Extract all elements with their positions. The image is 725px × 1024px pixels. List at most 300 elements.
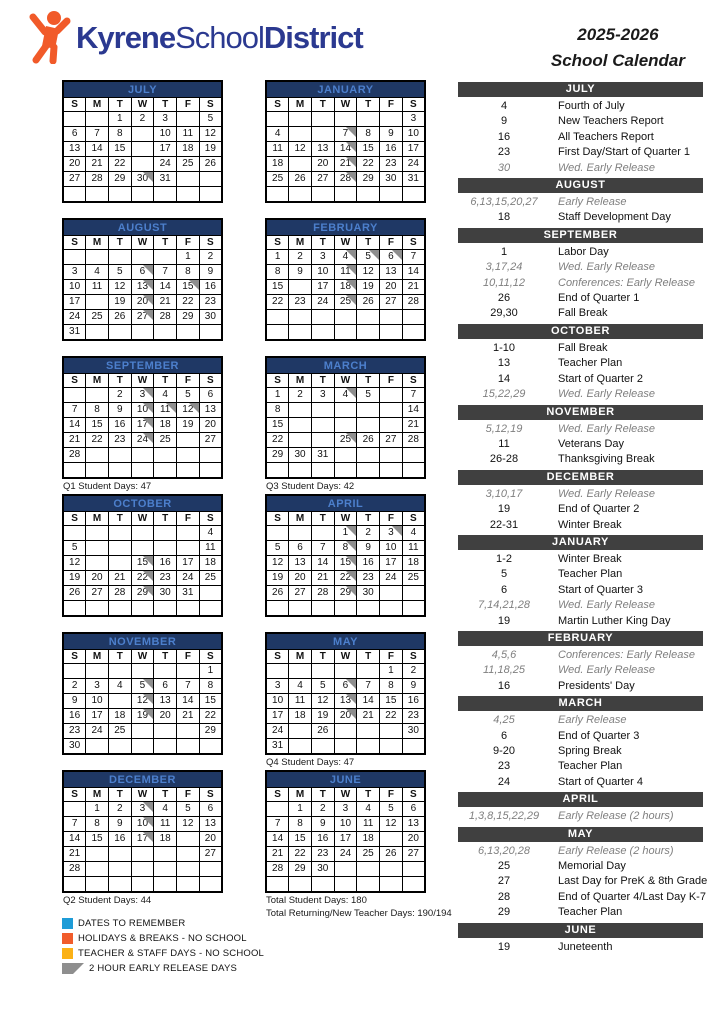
day-cell xyxy=(266,526,289,541)
day-cell: 17 xyxy=(334,832,357,847)
day-cell xyxy=(289,601,312,617)
early-release-triangle-icon xyxy=(143,310,153,320)
event-date: 29,30 xyxy=(490,307,518,320)
day-cell: 26 xyxy=(357,433,380,448)
day-cell: 26 xyxy=(380,847,403,862)
month-table xyxy=(265,632,426,755)
event-row xyxy=(458,195,703,210)
weekday-header: T xyxy=(154,98,177,112)
day-cell: 20 xyxy=(131,295,154,310)
events-month-header: JUNE xyxy=(458,923,703,938)
event-date: 4,25 xyxy=(493,714,515,727)
day-cell: 10 xyxy=(63,280,86,295)
day-cell: 2 xyxy=(311,802,334,817)
day-cell: 26 xyxy=(63,586,86,601)
logo-word-school: School xyxy=(175,19,264,55)
event-description: Memorial Day xyxy=(558,860,626,873)
day-cell: 10 xyxy=(311,403,334,418)
day-cell: 16 xyxy=(154,556,177,571)
day-cell: 22 xyxy=(86,847,109,862)
early-release-triangle-icon xyxy=(143,280,153,290)
day-cell: 29 xyxy=(357,172,380,187)
day-cell: 9 xyxy=(199,265,222,280)
month-table xyxy=(265,356,426,479)
event-date: 27 xyxy=(497,875,511,888)
day-cell: 10 xyxy=(131,403,154,418)
day-cell: 25 xyxy=(108,724,131,739)
day-cell: 19 xyxy=(357,418,380,433)
weekday-header: F xyxy=(177,98,200,112)
day-cell: 21 xyxy=(177,709,200,724)
day-cell: 21 xyxy=(334,157,357,172)
day-cell: 12 xyxy=(108,280,131,295)
event-description: End of Quarter 4/Last Day K-7 xyxy=(558,890,706,903)
events-month-header: NOVEMBER xyxy=(458,405,703,420)
day-cell: 24 xyxy=(311,433,334,448)
event-row xyxy=(458,744,703,759)
day-cell: 18 xyxy=(402,556,425,571)
day-cell xyxy=(177,187,200,203)
day-cell: 10 xyxy=(131,817,154,832)
early-release-triangle-icon xyxy=(143,433,153,443)
day-cell: 1 xyxy=(177,250,200,265)
day-cell xyxy=(266,877,289,893)
day-cell xyxy=(334,877,357,893)
day-cell: 31 xyxy=(311,448,334,463)
event-date: 19 xyxy=(497,503,511,516)
event-description: Teacher Plan xyxy=(558,357,623,370)
day-cell: 10 xyxy=(154,127,177,142)
day-cell: 14 xyxy=(177,694,200,709)
month-note: Q3 Student Days: 42 xyxy=(266,481,355,492)
weekday-header: S xyxy=(199,650,222,664)
day-cell: 21 xyxy=(266,847,289,862)
day-cell: 6 xyxy=(334,679,357,694)
day-cell xyxy=(380,862,403,877)
month-title: JUNE xyxy=(266,771,425,788)
event-description: Start of Quarter 3 xyxy=(558,583,643,596)
event-description: Start of Quarter 4 xyxy=(558,775,643,788)
event-date: 7,14,21,28 xyxy=(478,599,530,612)
event-description: Start of Quarter 2 xyxy=(558,372,643,385)
event-row xyxy=(458,356,703,371)
day-cell xyxy=(177,664,200,679)
month-title: MARCH xyxy=(266,357,425,374)
day-cell: 5 xyxy=(177,802,200,817)
day-cell: 17 xyxy=(154,142,177,157)
day-cell: 4 xyxy=(86,265,109,280)
weekday-header: S xyxy=(63,374,86,388)
day-cell xyxy=(63,187,86,203)
day-cell: 7 xyxy=(357,679,380,694)
day-cell xyxy=(334,448,357,463)
day-cell: 15 xyxy=(334,556,357,571)
weekday-header: T xyxy=(154,374,177,388)
day-cell: 15 xyxy=(108,142,131,157)
day-cell: 3 xyxy=(154,112,177,127)
event-date: 14 xyxy=(497,372,511,385)
day-cell xyxy=(289,187,312,203)
event-row xyxy=(458,487,703,502)
event-description: Wed. Early Release xyxy=(558,261,656,274)
day-cell xyxy=(86,325,109,341)
day-cell: 23 xyxy=(154,571,177,586)
event-date: 5,12,19 xyxy=(485,422,523,435)
event-description: First Day/Start of Quarter 1 xyxy=(558,146,691,159)
early-release-triangle-icon xyxy=(143,403,153,413)
day-cell: 8 xyxy=(357,127,380,142)
day-cell: 15 xyxy=(266,280,289,295)
event-date: 29 xyxy=(497,906,511,919)
weekday-header: S xyxy=(266,650,289,664)
day-cell: 13 xyxy=(380,265,403,280)
weekday-header: S xyxy=(199,374,222,388)
day-cell: 15 xyxy=(266,418,289,433)
day-cell: 15 xyxy=(177,280,200,295)
day-cell: 6 xyxy=(311,127,334,142)
logo-figure-icon xyxy=(26,10,72,64)
day-cell xyxy=(289,739,312,755)
day-cell: 9 xyxy=(108,403,131,418)
event-row xyxy=(458,518,703,533)
day-cell: 18 xyxy=(154,832,177,847)
day-cell: 11 xyxy=(266,142,289,157)
day-cell: 22 xyxy=(357,157,380,172)
day-cell: 24 xyxy=(402,157,425,172)
day-cell: 5 xyxy=(131,679,154,694)
weekday-header: F xyxy=(177,512,200,526)
left-column-wrap xyxy=(62,80,265,976)
day-cell xyxy=(289,325,312,341)
day-cell: 3 xyxy=(177,526,200,541)
day-cell: 22 xyxy=(108,157,131,172)
day-cell xyxy=(402,463,425,479)
event-description: Early Release (2 hours) xyxy=(558,810,674,823)
early-release-triangle-icon xyxy=(143,586,153,596)
day-cell xyxy=(266,325,289,341)
early-release-triangle-icon xyxy=(143,832,153,842)
events-month-header: MARCH xyxy=(458,696,703,711)
day-cell: 16 xyxy=(289,418,312,433)
day-cell: 18 xyxy=(177,142,200,157)
day-cell: 27 xyxy=(199,847,222,862)
day-cell: 13 xyxy=(131,280,154,295)
day-cell xyxy=(154,187,177,203)
month-note: Total Returning/New Teacher Days: 190/194 xyxy=(266,908,452,919)
day-cell xyxy=(380,739,403,755)
day-cell: 7 xyxy=(311,541,334,556)
day-cell xyxy=(402,877,425,893)
weekday-header: W xyxy=(334,512,357,526)
day-cell xyxy=(357,664,380,679)
month-october xyxy=(62,494,223,632)
weekday-header: T xyxy=(154,650,177,664)
weekday-header: M xyxy=(289,650,312,664)
event-description: Veterans Day xyxy=(558,437,625,450)
day-cell: 22 xyxy=(131,571,154,586)
event-date: 28 xyxy=(497,890,511,903)
event-row xyxy=(458,890,706,905)
day-cell: 2 xyxy=(380,112,403,127)
day-cell xyxy=(177,448,200,463)
day-cell: 29 xyxy=(108,172,131,187)
day-cell: 14 xyxy=(357,694,380,709)
day-cell: 28 xyxy=(86,172,109,187)
day-cell xyxy=(266,112,289,127)
day-cell: 3 xyxy=(334,802,357,817)
day-cell: 31 xyxy=(402,172,425,187)
day-cell xyxy=(380,463,403,479)
day-cell: 16 xyxy=(131,142,154,157)
day-cell: 5 xyxy=(311,679,334,694)
day-cell: 2 xyxy=(63,679,86,694)
day-cell xyxy=(63,802,86,817)
day-cell: 30 xyxy=(154,586,177,601)
day-cell: 24 xyxy=(334,847,357,862)
event-description: Early Release (2 hours) xyxy=(558,844,674,857)
day-cell: 29 xyxy=(289,862,312,877)
day-cell: 14 xyxy=(402,403,425,418)
day-cell: 9 xyxy=(402,679,425,694)
weekday-header: T xyxy=(311,98,334,112)
month-note: Q4 Student Days: 47 xyxy=(266,757,355,768)
day-cell: 30 xyxy=(108,862,131,877)
early-release-triangle-icon xyxy=(346,127,356,137)
day-cell: 9 xyxy=(289,403,312,418)
day-cell: 8 xyxy=(266,265,289,280)
event-row xyxy=(458,552,703,567)
event-date: 18 xyxy=(497,211,511,224)
day-cell xyxy=(402,739,425,755)
day-cell: 23 xyxy=(63,724,86,739)
day-cell: 30 xyxy=(357,586,380,601)
day-cell: 6 xyxy=(86,541,109,556)
day-cell: 25 xyxy=(289,724,312,739)
event-date: 26-28 xyxy=(489,453,519,466)
weekday-header: T xyxy=(357,236,380,250)
day-cell: 12 xyxy=(131,694,154,709)
day-cell: 29 xyxy=(131,586,154,601)
day-cell: 29 xyxy=(334,586,357,601)
day-cell: 26 xyxy=(311,724,334,739)
day-cell: 14 xyxy=(334,142,357,157)
month-november xyxy=(62,632,223,770)
day-cell: 11 xyxy=(199,541,222,556)
event-description: Juneteenth xyxy=(558,940,613,953)
day-cell: 7 xyxy=(63,403,86,418)
day-cell: 26 xyxy=(108,310,131,325)
day-cell xyxy=(154,877,177,893)
event-date: 3,17,24 xyxy=(485,261,523,274)
day-cell xyxy=(131,877,154,893)
day-cell xyxy=(108,526,131,541)
day-cell: 27 xyxy=(131,310,154,325)
day-cell: 21 xyxy=(357,709,380,724)
day-cell xyxy=(402,586,425,601)
day-cell xyxy=(154,664,177,679)
event-row xyxy=(458,422,703,437)
weekday-header: S xyxy=(402,374,425,388)
legend-label: DATES TO REMEMBER xyxy=(78,918,186,929)
day-cell: 14 xyxy=(63,418,86,433)
day-cell: 30 xyxy=(380,172,403,187)
weekday-header: M xyxy=(289,512,312,526)
event-description: Wed. Early Release xyxy=(558,487,656,500)
day-cell xyxy=(357,463,380,479)
day-cell: 5 xyxy=(380,802,403,817)
month-title: JANUARY xyxy=(266,81,425,98)
day-cell: 3 xyxy=(131,802,154,817)
day-cell: 25 xyxy=(334,433,357,448)
early-release-triangle-icon xyxy=(143,679,153,689)
day-cell: 18 xyxy=(199,556,222,571)
day-cell: 20 xyxy=(86,571,109,586)
early-release-triangle-icon xyxy=(143,388,153,398)
early-release-triangle-icon xyxy=(346,250,356,260)
day-cell: 28 xyxy=(334,172,357,187)
day-cell xyxy=(177,463,200,479)
event-description: Labor Day xyxy=(558,245,609,258)
day-cell: 30 xyxy=(289,448,312,463)
event-row xyxy=(458,598,703,613)
day-cell: 31 xyxy=(266,739,289,755)
day-cell: 7 xyxy=(402,250,425,265)
day-cell: 12 xyxy=(289,142,312,157)
event-row xyxy=(458,844,703,859)
day-cell: 25 xyxy=(154,847,177,862)
day-cell: 16 xyxy=(108,832,131,847)
event-description: Wed. Early Release xyxy=(558,388,656,401)
day-cell: 18 xyxy=(334,418,357,433)
early-release-triangle-icon xyxy=(346,388,356,398)
day-cell: 21 xyxy=(311,571,334,586)
day-cell xyxy=(108,250,131,265)
day-cell: 13 xyxy=(311,142,334,157)
day-cell: 27 xyxy=(311,172,334,187)
weekday-header: S xyxy=(266,374,289,388)
day-cell: 29 xyxy=(199,724,222,739)
day-cell xyxy=(108,463,131,479)
day-cell: 17 xyxy=(402,142,425,157)
day-cell: 25 xyxy=(177,157,200,172)
event-description: Teacher Plan xyxy=(558,906,623,919)
day-cell: 16 xyxy=(63,709,86,724)
day-cell: 15 xyxy=(86,418,109,433)
day-cell: 2 xyxy=(289,250,312,265)
day-cell: 8 xyxy=(86,817,109,832)
early-release-triangle-icon xyxy=(143,694,153,704)
event-description: Early Release xyxy=(558,714,627,727)
early-release-triangle-icon xyxy=(62,963,84,974)
day-cell xyxy=(311,310,334,325)
day-cell: 17 xyxy=(266,709,289,724)
early-release-triangle-icon xyxy=(189,403,199,413)
day-cell: 27 xyxy=(402,847,425,862)
weekday-header: F xyxy=(380,98,403,112)
day-cell: 30 xyxy=(108,448,131,463)
weekday-header: W xyxy=(131,374,154,388)
weekday-header: T xyxy=(154,512,177,526)
weekday-header: T xyxy=(357,512,380,526)
day-cell: 8 xyxy=(334,541,357,556)
day-cell: 5 xyxy=(357,250,380,265)
event-row xyxy=(458,614,703,629)
calendar-column-left xyxy=(62,80,223,908)
day-cell: 1 xyxy=(199,664,222,679)
day-cell: 21 xyxy=(63,847,86,862)
day-cell: 1 xyxy=(289,802,312,817)
month-title: FEBRUARY xyxy=(266,219,425,236)
events-month-header: JULY xyxy=(458,82,703,97)
day-cell xyxy=(334,862,357,877)
weekday-header: S xyxy=(266,98,289,112)
month-table xyxy=(62,356,223,479)
day-cell: 12 xyxy=(199,127,222,142)
weekday-header: F xyxy=(177,788,200,802)
day-cell xyxy=(108,877,131,893)
legend-item xyxy=(62,946,292,961)
day-cell: 9 xyxy=(311,817,334,832)
weekday-header: M xyxy=(289,788,312,802)
day-cell: 13 xyxy=(63,142,86,157)
day-cell: 8 xyxy=(380,679,403,694)
event-date: 3,10,17 xyxy=(485,487,523,500)
day-cell xyxy=(311,739,334,755)
event-row xyxy=(458,713,703,728)
month-title: NOVEMBER xyxy=(63,633,222,650)
event-row xyxy=(458,874,708,889)
day-cell: 27 xyxy=(199,433,222,448)
events-month-header: JANUARY xyxy=(458,535,703,550)
day-cell: 27 xyxy=(63,172,86,187)
event-description: Fourth of July xyxy=(558,100,625,112)
day-cell: 19 xyxy=(199,142,222,157)
day-cell: 24 xyxy=(131,433,154,448)
event-date: 6,13,20,28 xyxy=(478,844,530,857)
events-month-header: OCTOBER xyxy=(458,324,703,339)
legend-label: TEACHER & STAFF DAYS - NO SCHOOL xyxy=(78,948,265,959)
day-cell: 6 xyxy=(199,388,222,403)
day-cell xyxy=(131,739,154,755)
month-table xyxy=(62,632,223,755)
event-row xyxy=(458,759,703,774)
day-cell: 21 xyxy=(86,157,109,172)
early-release-triangle-icon xyxy=(369,250,379,260)
day-cell: 6 xyxy=(63,127,86,142)
day-cell xyxy=(199,877,222,893)
day-cell: 8 xyxy=(266,403,289,418)
event-date: 13 xyxy=(497,357,511,370)
day-cell: 25 xyxy=(357,847,380,862)
day-cell: 24 xyxy=(311,295,334,310)
day-cell xyxy=(199,448,222,463)
day-cell: 23 xyxy=(357,571,380,586)
event-row xyxy=(458,809,703,824)
event-date: 16 xyxy=(497,130,511,143)
event-row xyxy=(458,161,703,176)
weekday-header: T xyxy=(108,650,131,664)
day-cell: 19 xyxy=(380,832,403,847)
day-cell: 31 xyxy=(177,586,200,601)
weekday-header: S xyxy=(63,650,86,664)
day-cell: 20 xyxy=(199,832,222,847)
event-date: 6 xyxy=(500,583,508,596)
early-release-triangle-icon xyxy=(346,556,356,566)
day-cell xyxy=(177,172,200,187)
event-description: Spring Break xyxy=(558,745,622,757)
day-cell: 18 xyxy=(357,832,380,847)
day-cell: 12 xyxy=(63,556,86,571)
